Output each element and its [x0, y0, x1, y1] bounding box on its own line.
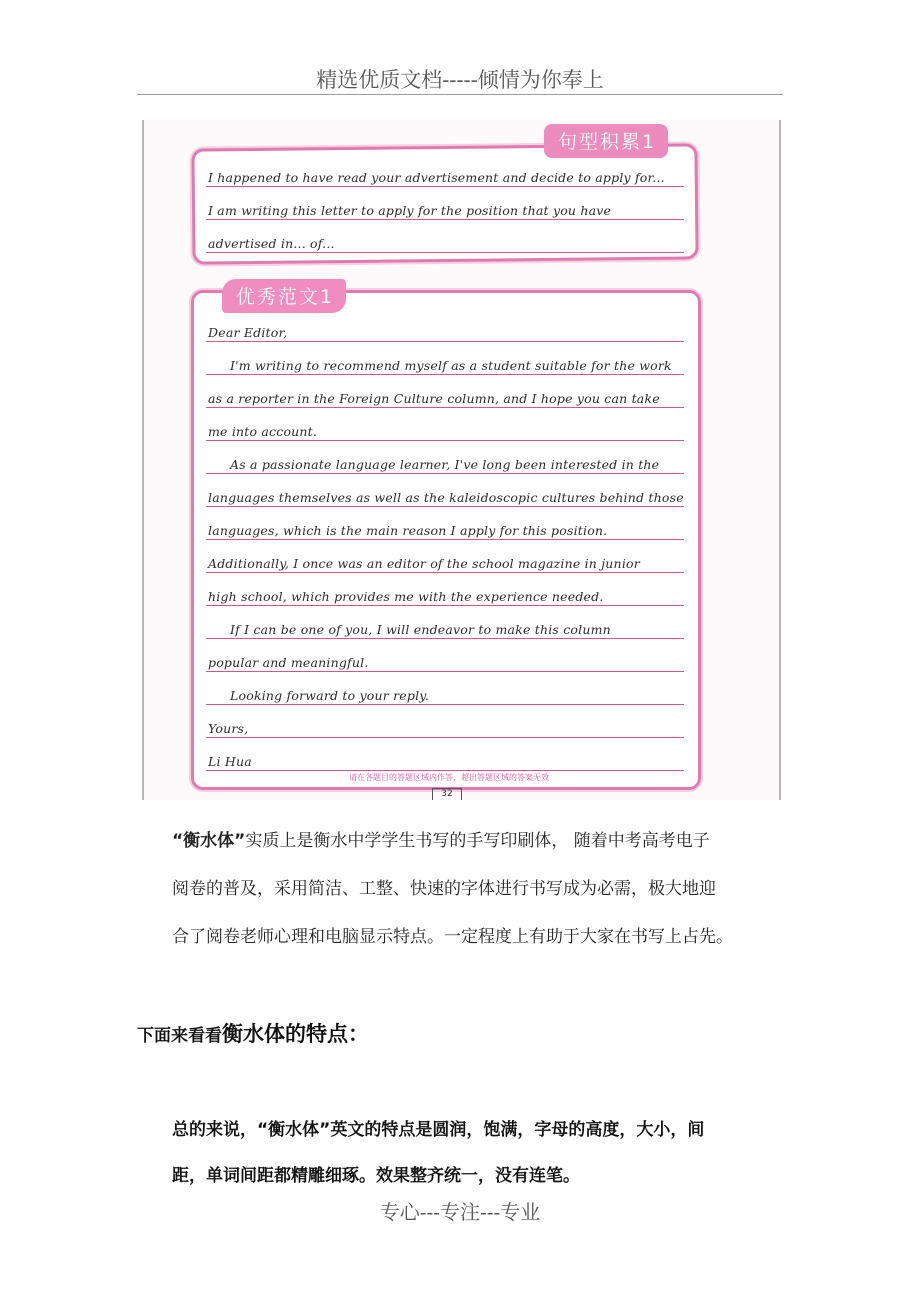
header-divider — [137, 94, 783, 95]
footer-text: 专心---专注---专业 — [379, 1200, 541, 1224]
summary-line-2: 距，单词间距都精雕细琢。效果整齐统一，没有连笔。 — [172, 1166, 580, 1186]
intro-line-2: 阅卷的普及，采用简洁、工整、快速的字体进行书写成为必需，极大地迎 — [172, 879, 716, 899]
intro-term: “衡水体” — [172, 831, 246, 851]
intro-line-3: 合了阅卷老师心理和电脑显示特点。一定程度上有助于大家在书写上占先。 — [172, 927, 733, 947]
section-heading — [137, 1018, 369, 1048]
essay-line: languages, which is the main reason I apply for this position. — [206, 507, 684, 540]
summary-line-1: 总的来说，“衡水体”英文的特点是圆润，饱满，字母的高度，大小，间 — [172, 1120, 705, 1140]
essay-box-tag: 优秀范文1 — [222, 279, 346, 313]
sheet-page-number: 32 — [432, 788, 462, 800]
essay-line: Looking forward to your reply. — [206, 672, 684, 705]
essay-line: as a reporter in the Foreign Culture column, and I hope you can take — [206, 375, 684, 408]
essay-line: Li Hua — [206, 738, 684, 771]
essay-line: Yours, — [206, 705, 684, 738]
handwriting-sample-image — [142, 120, 781, 800]
essay-line: Additionally, I once was an editor of the school magazine in junior — [206, 540, 684, 573]
header-title: 精选优质文档-----倾情为你奉上 — [316, 68, 604, 92]
phrase-box-tag: 句型积累1 — [544, 124, 668, 158]
phrase-line: I happened to have read your advertisement and decide to apply for... — [206, 154, 684, 187]
essay-line: popular and meaningful. — [206, 639, 684, 672]
answer-area-note: 请在各题目的答题区域内作答，超出答题区域的答案无效 — [349, 773, 549, 782]
essay-line: I'm writing to recommend myself as a student suitable for the work — [206, 342, 684, 375]
section-heading-main: 衡水体的特点： — [222, 1022, 369, 1046]
essay-line: high school, which provides me with the experience needed. — [206, 573, 684, 606]
essay-lines — [206, 309, 684, 771]
essay-line: If I can be one of you, I will endeavor to make this column — [206, 606, 684, 639]
phrase-lines — [206, 154, 684, 253]
essay-line: languages themselves as well as the kaleidoscopic cultures behind those — [206, 474, 684, 507]
essay-line: As a passionate language learner, I've long been interested in the — [206, 441, 684, 474]
phrase-line: advertised in... of... — [206, 220, 684, 253]
essay-line: Dear Editor, — [206, 309, 684, 342]
section-heading-prefix: 下面来看看 — [137, 1026, 222, 1046]
intro-line-1 — [172, 826, 710, 851]
essay-line: me into account. — [206, 408, 684, 441]
intro-line-1-text: 实质上是衡水中学学生书写的手写印刷体， 随着中考高考电子 — [245, 831, 710, 851]
phrase-line: I am writing this letter to apply for the position that you have — [206, 187, 684, 220]
